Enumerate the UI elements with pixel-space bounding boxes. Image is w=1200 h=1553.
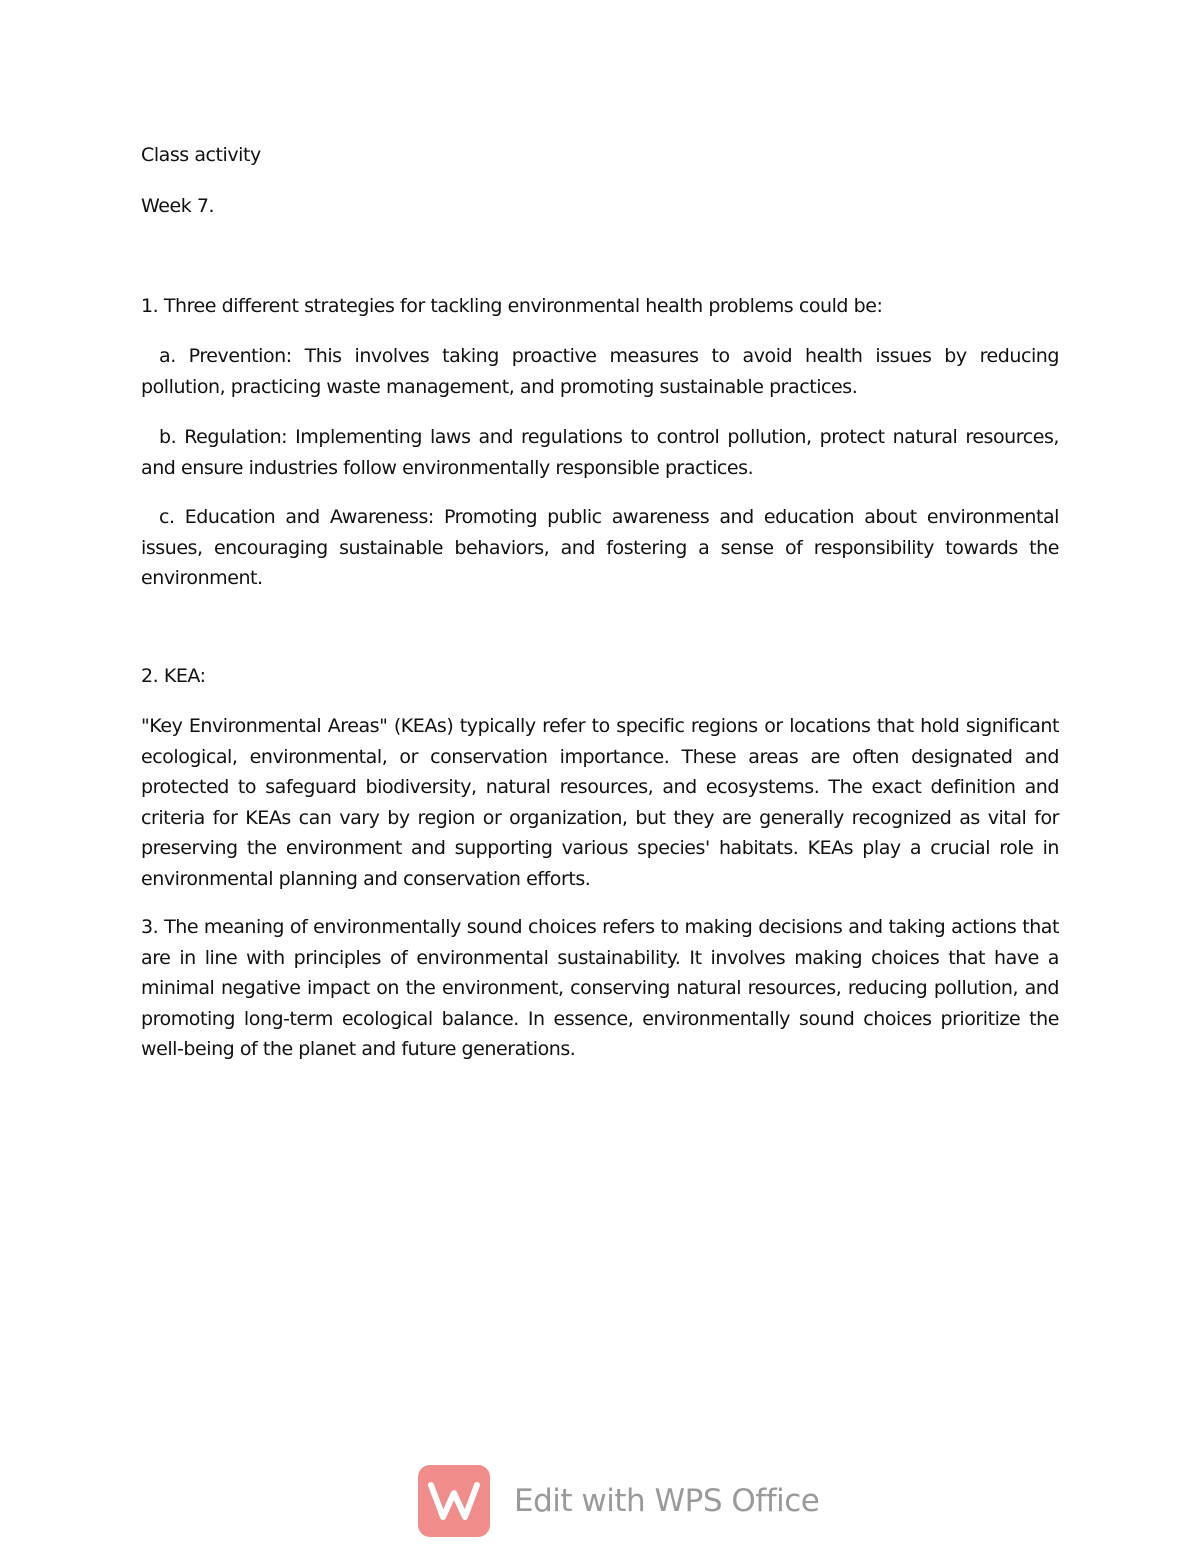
document-title: Class activity (141, 144, 261, 166)
q2-heading: 2. KEA: (141, 665, 206, 687)
wps-logo-icon (418, 1465, 490, 1537)
q1-item-a: a. Prevention: This involves taking proactive measures to avoid health issues by reducing pollution, practicing waste management, and promoting sustainable practices. (141, 345, 1059, 398)
week-label: Week 7. (141, 195, 215, 217)
wps-w-glyph-icon (428, 1481, 480, 1521)
q1-heading: 1. Three different strategies for tackling environmental health problems could be: (141, 295, 883, 317)
q2-body: "Key Environmental Areas" (KEAs) typically refer to specific regions or locations that hold significant ecological, environmental, or conservation importance. These areas are often designated and protected to safeguard biodiversity, natural resources, and ecosystems. The exact definition and criteria for KEAs can vary by region or organization, but they are generally recognized as vital for preserving the environment and supporting various species' habitats. KEAs play a crucial role in environmental planning and conservation efforts. (141, 715, 1059, 890)
q1-item-c: c. Education and Awareness: Promoting public awareness and education about environmental issues, encouraging sustainable behaviors, and fostering a sense of responsibility towards the environment. (141, 506, 1059, 589)
q3-body: 3. The meaning of environmentally sound choices refers to making decisions and taking actions that are in line with principles of environmental sustainability. It involves making choices that have a minimal negative impact on the environment, conserving natural resources, reducing pollution, and promoting long-term ecological balance. In essence, environmentally sound choices prioritize the well-being of the planet and future generations. (141, 916, 1059, 1060)
wps-watermark[interactable] (418, 1464, 819, 1538)
wps-watermark-text: Edit with WPS Office (514, 1483, 820, 1519)
q1-item-b: b. Regulation: Implementing laws and regulations to control pollution, protect natural resources, and ensure industries follow environmentally responsible practices. (141, 426, 1059, 479)
